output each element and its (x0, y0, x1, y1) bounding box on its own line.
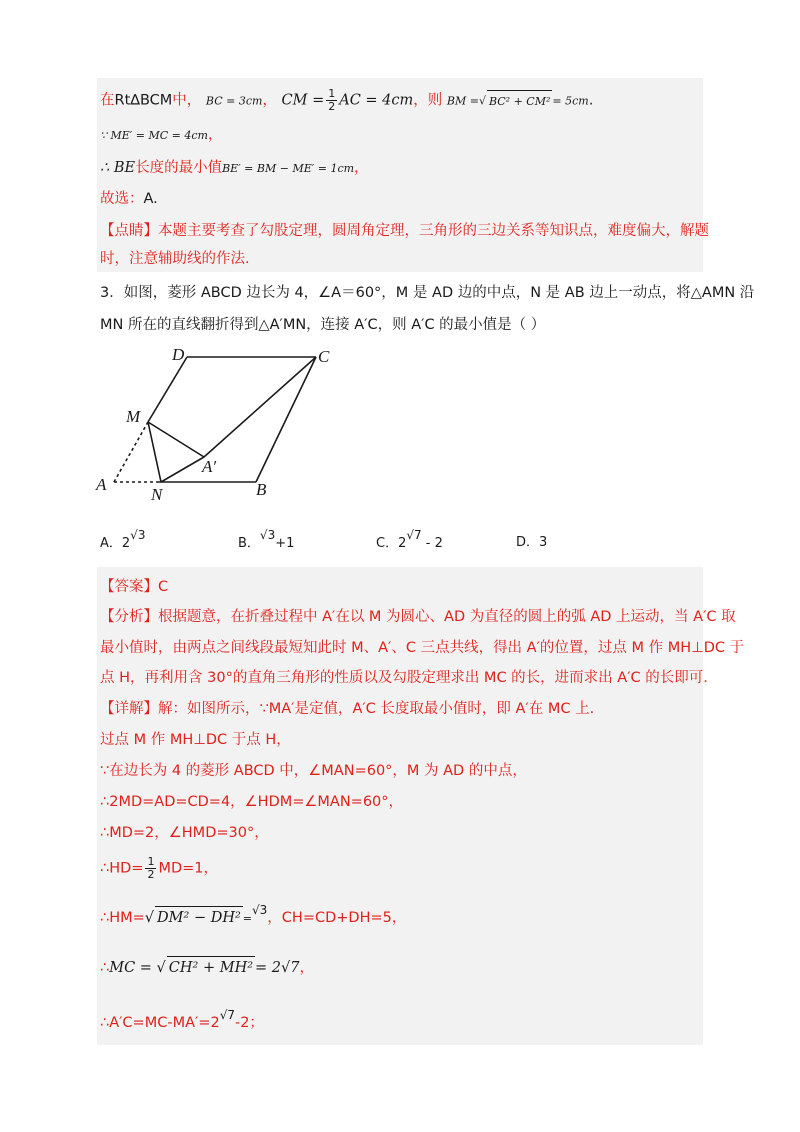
answer-line: 【答案】C (100, 579, 169, 595)
hd-fraction (145, 856, 156, 881)
choice-c-label: C．2 (376, 536, 407, 551)
label-m: M (126, 407, 141, 426)
part1-line4 (100, 188, 158, 210)
detail-line4: ∴2MD=AD=CD=4，∠HDM=∠MAN=60°， (100, 794, 404, 810)
detail-line2: 过点 M 作 MH⊥DC 于点 H， (100, 732, 291, 748)
hm-pre: ∴HM= (100, 910, 145, 926)
choice-b[interactable] (238, 528, 295, 555)
segment-ma2 (148, 422, 204, 457)
rhombus-figure (90, 340, 350, 505)
hd-pre: ∴HD= (100, 860, 144, 877)
be-min-expr: BE′ = BM − ME′ = 1cm (222, 162, 355, 175)
problem-line1: 3．如图，菱形 ABCD 边长为 4，∠A＝60°，M 是 AD 边的中点，N 是 AB 边上一动点，将△AMN 沿 (100, 285, 755, 301)
choice-a-label: A．2 (100, 536, 131, 551)
hm-value: √3 (252, 903, 268, 917)
choose-answer: A (143, 191, 154, 207)
line1-mid: 中， (172, 92, 202, 109)
part1-line3 (100, 157, 369, 180)
choice-d-label: D．3 (516, 535, 548, 550)
choice-b-label: B． (238, 536, 260, 551)
bm-radicand: BC² + CM² (487, 90, 552, 113)
triangle-label: Rt∆BCM (114, 92, 173, 109)
comma: ， (207, 127, 223, 143)
label-d: D (172, 345, 185, 364)
detail-line8 (100, 956, 314, 979)
mc-radicand: CH² + MH² (167, 956, 255, 979)
result-sup: √7 (219, 1008, 235, 1022)
choose-label: 故选： (100, 191, 144, 207)
frac-num: 1 (328, 87, 336, 100)
be-expr: ∴ BE (100, 160, 136, 176)
hd-post: MD=1， (158, 860, 219, 877)
hm-radicand: DM² − DH² (155, 906, 243, 929)
period: . (588, 92, 594, 109)
label-a-prime: A′ (202, 457, 217, 476)
problem-line2: MN 所在的直线翻折得到△A′MN，连接 A′C，则 A′C 的最小值是（ ） (100, 317, 546, 333)
choice-b-rest: +1 (275, 536, 295, 551)
cm-rhs: AC = 4cm (339, 92, 414, 109)
choice-c[interactable] (376, 528, 443, 555)
analysis-line1: 【分析】根据题意，在折叠过程中 A′在以 M 为圆心、AD 为直径的圆上的弧 AD 上运动，当 A′C 取 (100, 609, 736, 625)
comma: ， (413, 92, 428, 109)
label-c: C (318, 347, 330, 366)
detail-line1: 【详解】解：如图所示，∵MA′是定值，A′C 长度取最小值时，即 A′在 MC 上. (100, 701, 595, 717)
analysis-line3: 点 H，再利用含 30°的直角三角形的性质以及勾股定理求出 MC 的长，进而求出 A′C 的长即可. (100, 670, 708, 686)
frac-den: 2 (328, 100, 336, 113)
sqrt-symbol: √ (478, 94, 486, 108)
edge-bc (256, 357, 316, 482)
choice-c-sup: √7 (406, 528, 422, 542)
edge-am-dashed (114, 422, 148, 482)
detail-line9 (100, 1008, 264, 1034)
comma: ， (354, 160, 369, 176)
comma: ， (262, 92, 277, 109)
frac-num: 1 (147, 855, 155, 868)
detail-line7 (100, 903, 407, 930)
hm-eq: = (242, 912, 253, 925)
period: . (153, 191, 158, 207)
detail-line5: ∴MD=2，∠HMD=30°， (100, 825, 269, 841)
bc-expr: BC = 3cm (205, 94, 263, 108)
choice-a[interactable] (100, 528, 146, 555)
frac-den: 2 (147, 868, 155, 881)
sqrt-symbol: √ (156, 960, 166, 976)
label-n: N (151, 485, 163, 504)
mc-post: ， (299, 960, 314, 976)
result-pre: ∴A′C=MC-MA′=2 (100, 1015, 220, 1031)
mc-value: = 2√7 (255, 960, 300, 976)
hm-post: ，CH=CD+DH=5， (267, 910, 407, 926)
cm-lhs: CM = (281, 92, 325, 109)
then-word: 则 (427, 92, 443, 109)
part1-line2 (100, 124, 222, 147)
label-b: B (256, 480, 267, 499)
segment-mn (148, 422, 161, 482)
choice-c-rest: - 2 (421, 536, 443, 551)
label-a: A (96, 475, 107, 494)
min-length-text: 长度的最小值 (135, 160, 223, 176)
comment-line1: 【点睛】本题主要考查了勾股定理，圆周角定理，三角形的三边关系等知识点，难度偏大，解题 (100, 223, 709, 239)
analysis-line2: 最小值时，由两点之间线段最短知此时 M、A′、C 三点共线，得出 A′的位置，过点 M 作 MH⊥DC 于 (100, 640, 745, 656)
choice-a-sup: √3 (130, 528, 146, 542)
edge-dm (148, 357, 187, 422)
sqrt-symbol: √ (144, 910, 155, 926)
choice-b-sup: √3 (259, 528, 276, 542)
segment-a2c (204, 357, 316, 457)
segment-na2 (161, 457, 204, 482)
choice-d[interactable] (516, 532, 547, 554)
detail-line6 (100, 856, 218, 881)
half-fraction (326, 88, 337, 113)
mc-lhs: MC = (109, 960, 157, 976)
bm-lhs: BM = (446, 94, 479, 108)
line1-prefix: 在 (100, 92, 115, 109)
detail-line3: ∵在边长为 4 的菱形 ABCD 中，∠MAN=60°，M 为 AD 的中点， (100, 763, 527, 779)
comment-line2: 时，注意辅助线的作法. (100, 251, 250, 267)
result-post: -2； (234, 1015, 264, 1031)
bm-rhs: = 5cm (552, 94, 589, 108)
mc-pre: ∴ (100, 960, 110, 976)
me-expr: ∵ ME′ = MC = 4cm (100, 129, 208, 142)
part1-line1 (100, 88, 593, 113)
